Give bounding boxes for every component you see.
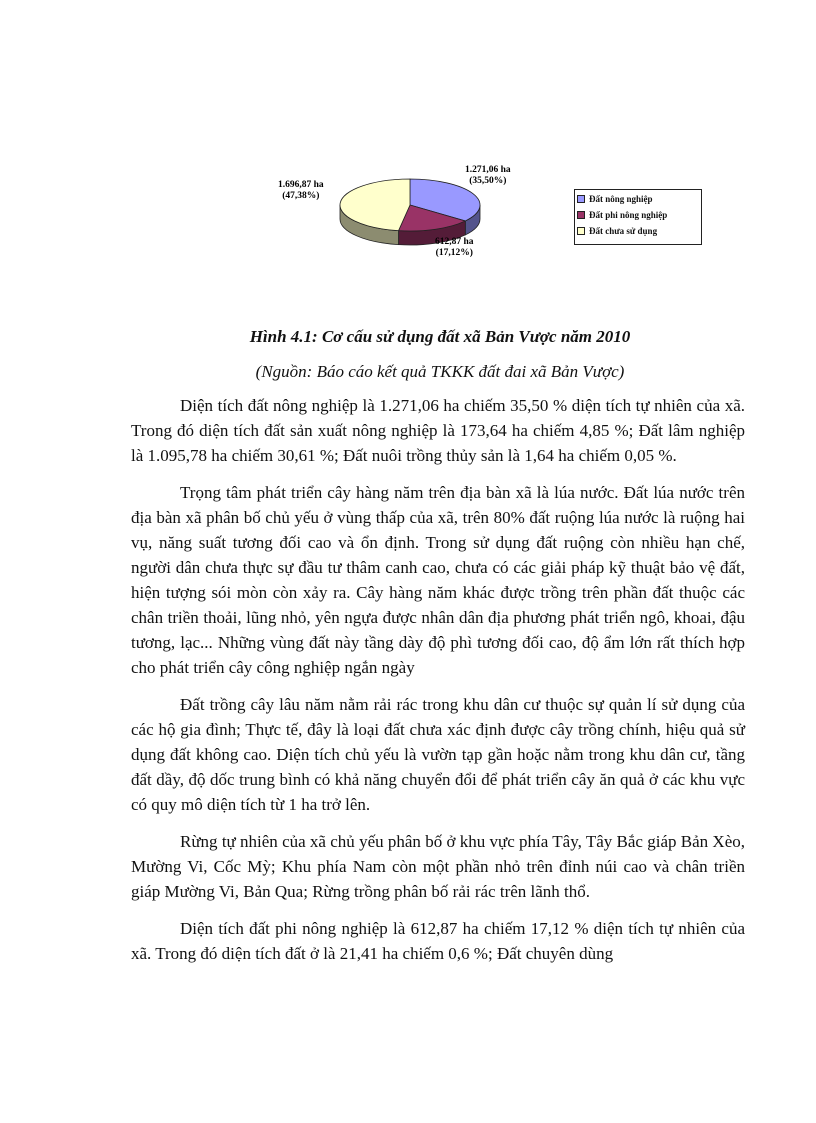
legend-item-nonagri xyxy=(575,207,701,222)
paragraph: Trọng tâm phát triển cây hàng năm trên địa bàn xã là lúa nước. Đất lúa nước trên địa bàn xã phân bố chủ yếu ở vùng thấp của xã, trên 80% đất ruộng lúa nước là ruộng hai vụ, năng suất tương đối cao và ổn định. Trong sử dụng đất ruộng còn nhiều hạn chế, người dân chưa thực sự đầu tư thâm canh cao, chưa có các giải pháp kỹ thuật bảo vệ đất, hiện tượng sói mòn còn xảy ra. Cây hàng năm khác được trồng trên phần đất thuộc các chân triền thoải, lũng nhỏ, yên ngựa được nhân dân địa phương phát triển ngô, khoai, đậu tương, lạc... Những vùng đất này tầng dày độ phì tương đối cao, độ ẩm lớn rất thích hợp cho phát triển cây công nghiệp ngắn ngày xyxy=(131,483,745,677)
legend-swatch-unused xyxy=(577,227,585,235)
label-nonagri-area: 612,87 ha xyxy=(435,237,474,247)
paragraph: Rừng tự nhiên của xã chủ yếu phân bố ở khu vực phía Tây, Tây Bắc giáp Bản Xèo, Mường Vi, Cốc Mỳ; Khu phía Nam còn một phần nhỏ trên đỉnh núi cao và chân triền giáp Mường Vi, Bản Qua; Rừng trồng phân bố rải rác trên lãnh thổ. xyxy=(131,832,745,901)
paragraph: Đất trồng cây lâu năm nằm rải rác trong khu dân cư thuộc sự quản lí sử dụng của các hộ gia đình; Thực tế, đây là loại đất chưa xác định được cây trồng chính, hiệu quả sử dụng đất không cao. Diện tích chủ yếu là vườn tạp gần hoặc nằm trong khu dân cư, tầng đất dầy, độ dốc trung bình có khả năng chuyển đổi để phát triển cây ăn quả ở các khu vực có quy mô diện tích từ 1 ha trở lên. xyxy=(131,695,745,814)
legend-label-agri: Đất nông nghiệp xyxy=(589,193,653,204)
label-unused-pct: (47,38%) xyxy=(282,191,320,201)
land-use-pie-chart xyxy=(270,160,710,270)
label-unused xyxy=(278,180,324,202)
label-unused-area: 1.696,87 ha xyxy=(278,180,324,190)
legend-item-unused xyxy=(575,223,701,238)
chart-legend xyxy=(574,189,702,245)
paragraph: Diện tích đất nông nghiệp là 1.271,06 ha chiếm 35,50 % diện tích tự nhiên của xã. Trong đó diện tích đất sản xuất nông nghiệp là 173,64 ha chiếm 4,85 %; Đất lâm nghiệp là 1.095,78 ha chiếm 30,61 %; Đất nuôi trồng thủy sản là 1,64 ha chiếm 0,05 %. xyxy=(131,396,745,465)
label-nonagri-pct: (17,12%) xyxy=(435,248,473,258)
label-agri-area: 1.271,06 ha xyxy=(465,165,511,175)
label-nonagri xyxy=(435,237,474,259)
legend-item-agri xyxy=(575,191,701,206)
figure-source: (Nguồn: Báo cáo kết quả TKKK đất đai xã Bản Vược) xyxy=(255,362,625,381)
paragraph: Diện tích đất phi nông nghiệp là 612,87 ha chiếm 17,12 % diện tích tự nhiên của xã. Trong đó diện tích đất ở là 21,41 ha chiếm 0,6 %; Đất chuyên dùng xyxy=(131,919,745,963)
label-agri-pct: (35,50%) xyxy=(469,176,507,186)
figure-title: Hình 4.1: Cơ cấu sử dụng đất xã Bản Vược năm 2010 xyxy=(249,327,631,346)
label-agri xyxy=(465,165,511,187)
body-text xyxy=(131,393,745,978)
legend-label-nonagri: Đất phi nông nghiệp xyxy=(589,209,668,220)
legend-label-unused: Đất chưa sử dụng xyxy=(589,225,658,236)
legend-swatch-agri xyxy=(577,195,585,203)
legend-swatch-nonagri xyxy=(577,211,585,219)
